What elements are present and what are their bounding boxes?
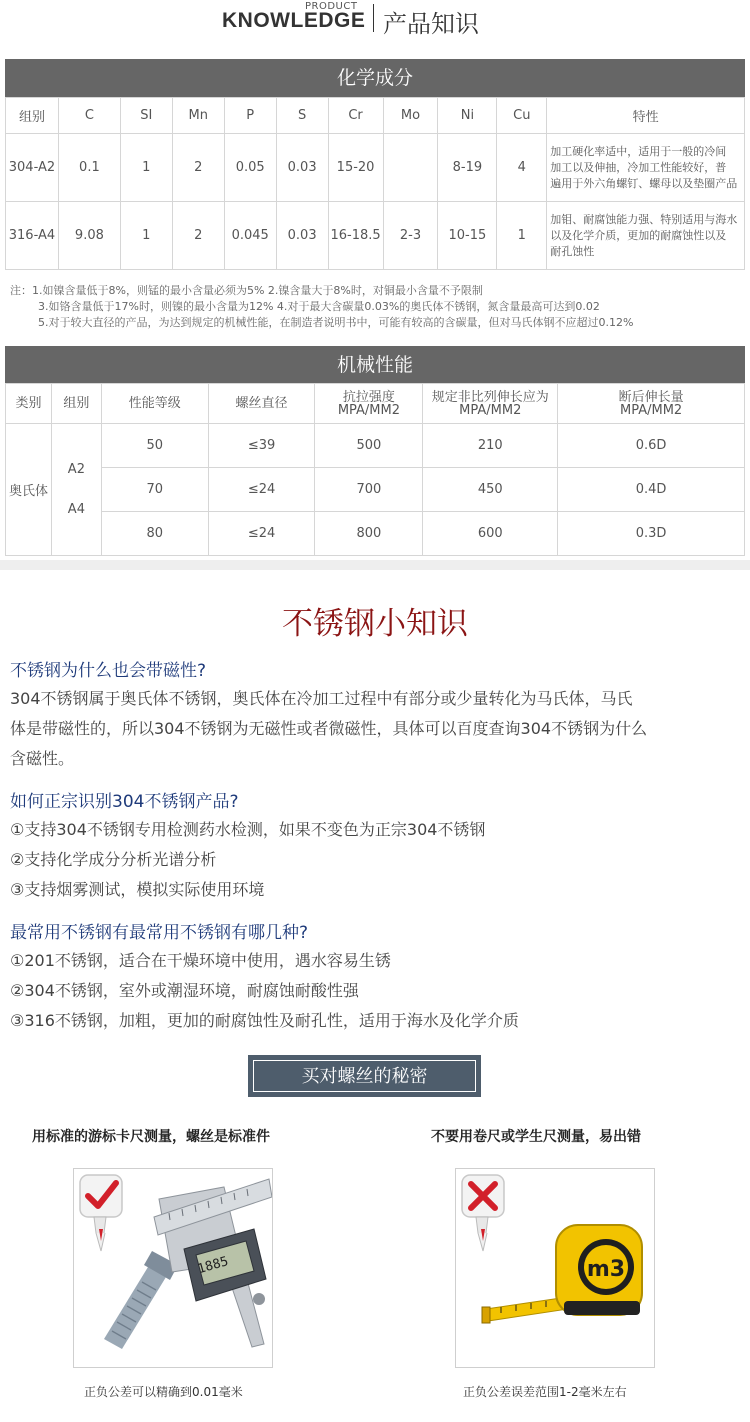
knowledge-question: 不锈钢为什么也会带磁性? xyxy=(10,661,207,681)
answer-line: 体是带磁性的，所以304不锈钢为无磁性或者微磁性，具体可以百度查询304不锈钢为什么 xyxy=(10,719,648,738)
mechanical-header-cell: 组别 xyxy=(51,384,101,424)
table-cell: 2 xyxy=(172,134,224,202)
knowledge-answer xyxy=(10,684,740,774)
table-cell: 15-20 xyxy=(328,134,383,202)
table-cell: 0.4D xyxy=(558,468,745,512)
answer-line: 304不锈钢属于奥氏体不锈钢，奥氏体在冷加工过程中有部分或少量转化为马氏体，马氏 xyxy=(10,689,633,708)
property-cell xyxy=(547,202,745,270)
category-cell: 奥氏体 xyxy=(6,424,52,556)
table-cell: 10-15 xyxy=(438,202,497,270)
chemical-section-bar: 化学成分 xyxy=(5,59,745,97)
chemical-header-cell: S xyxy=(276,98,328,134)
table-cell: 4 xyxy=(497,134,547,202)
table-cell: 50 xyxy=(101,424,208,468)
table-cell: 0.03 xyxy=(276,134,328,202)
header-line: 断后伸长量 xyxy=(618,389,684,405)
knowledge-answer xyxy=(10,946,740,1036)
tape-measure-illustration xyxy=(456,1169,654,1367)
group-label: A4 xyxy=(67,501,85,517)
left-caption: 用标准的游标卡尺测量，螺丝是标准件 xyxy=(32,1129,270,1145)
chemical-header-cell: 组别 xyxy=(6,98,59,134)
chemical-header-cell: 特性 xyxy=(547,98,745,134)
table-cell: 2-3 xyxy=(383,202,438,270)
answer-line: ②304不锈钢，室外或潮湿环境，耐腐蚀耐酸性强 xyxy=(10,981,359,1000)
table-cell: 2 xyxy=(172,202,224,270)
table-row xyxy=(6,424,745,468)
secret-banner xyxy=(248,1055,481,1097)
header-cn-title: 产品知识 xyxy=(383,10,479,38)
table-cell: 1 xyxy=(497,202,547,270)
cross-tag-icon xyxy=(462,1175,504,1251)
property-line: 加工以及伸抽，冷加工性能较好，普 xyxy=(550,160,727,174)
chemical-header-cell: Mo xyxy=(383,98,438,134)
table-row xyxy=(6,134,745,202)
property-line: 以及化学介质，更加的耐腐蚀性以及 xyxy=(550,228,727,242)
answer-line: ①支持304不锈钢专用检测药水检测，如果不变色为正宗304不锈钢 xyxy=(10,820,486,839)
section-separator xyxy=(0,560,750,570)
table-cell xyxy=(383,134,438,202)
table-cell: 0.3D xyxy=(558,512,745,556)
table-cell: 450 xyxy=(423,468,558,512)
table-row xyxy=(6,468,745,512)
header-line: MPA/MM2 xyxy=(459,402,522,418)
header-knowledge-label: KNOWLEDGE xyxy=(222,9,366,32)
header-line: 规定非比列伸长应为 xyxy=(431,389,549,405)
note-line: 注：1.如镍含量低于8%，则锰的最小含量必须为5% 2.镍含量大于8%时，对铜最小含量不予限制 xyxy=(10,284,483,297)
mechanical-section-bar: 机械性能 xyxy=(5,346,745,384)
note-line: 3.如铬含量低于17%时，则镍的最小含量为12% 4.对于最大含碳量0.03%的奥氏体不锈钢，氮含量最高可达到0.02 xyxy=(38,300,600,313)
answer-line: ②支持化学成分分析光谱分析 xyxy=(10,850,217,869)
mechanical-table xyxy=(5,383,745,556)
header-line: 抗拉强度 xyxy=(342,389,395,405)
table-cell: ≤39 xyxy=(208,424,315,468)
table-cell: 0.05 xyxy=(224,134,276,202)
chemical-header-cell: Cu xyxy=(497,98,547,134)
chemical-header-cell: P xyxy=(224,98,276,134)
table-cell: 8-19 xyxy=(438,134,497,202)
right-footer: 正负公差误差范围1-2毫米左右 xyxy=(463,1385,627,1399)
table-cell: 9.08 xyxy=(58,202,120,270)
bolt-icon xyxy=(104,1251,178,1349)
answer-line: ③316不锈钢，加粗，更加的耐腐蚀性及耐孔性，适用于海水及化学介质 xyxy=(10,1011,519,1030)
chemical-header-row xyxy=(6,98,745,134)
table-cell: 500 xyxy=(315,424,423,468)
answer-line: ①201不锈钢，适合在干燥环境中使用，遇水容易生锈 xyxy=(10,951,391,970)
caliper-image xyxy=(73,1168,273,1368)
header-line: MPA/MM2 xyxy=(337,402,401,418)
chemical-header-cell: Ni xyxy=(438,98,497,134)
mechanical-header-cell: 性能等级 xyxy=(101,384,208,424)
table-cell: 800 xyxy=(315,512,423,556)
table-cell: ≤24 xyxy=(208,468,315,512)
table-cell: 0.045 xyxy=(224,202,276,270)
table-cell: 80 xyxy=(101,512,208,556)
property-line: 遍用于外六角螺钉、螺母以及垫圈产品 xyxy=(550,176,738,190)
property-line: 加钼、耐腐蚀能力强、特别适用与海水 xyxy=(550,212,738,226)
mechanical-header-cell xyxy=(558,384,745,424)
header-divider xyxy=(373,4,374,32)
chemical-header-cell: Cr xyxy=(328,98,383,134)
knowledge-answer xyxy=(10,815,740,905)
chemical-header-cell: SI xyxy=(120,98,172,134)
table-cell: 1 xyxy=(120,134,172,202)
header-product-label: PRODUCT xyxy=(305,1,358,12)
chemical-notes xyxy=(10,283,633,331)
group-label: A2 xyxy=(67,461,85,477)
mechanical-header-cell xyxy=(315,384,423,424)
check-tag-icon xyxy=(80,1175,122,1251)
mechanical-header-row xyxy=(6,384,745,424)
right-caption: 不要用卷尺或学生尺测量，易出错 xyxy=(431,1129,641,1145)
table-cell: 316-A4 xyxy=(6,202,59,270)
table-cell: 70 xyxy=(101,468,208,512)
table-cell: 0.1 xyxy=(58,134,120,202)
property-line: 加工硬化率适中，适用于一般的冷间 xyxy=(550,144,727,158)
table-row xyxy=(6,512,745,556)
chemical-table xyxy=(5,97,745,270)
group-cell xyxy=(51,424,101,556)
table-cell: 0.6D xyxy=(558,424,745,468)
mechanical-header-cell xyxy=(423,384,558,424)
page-header xyxy=(0,0,750,46)
property-line: 耐孔蚀性 xyxy=(550,244,595,258)
mechanical-header-cell: 螺丝直径 xyxy=(208,384,315,424)
table-cell: 210 xyxy=(423,424,558,468)
knowledge-question: 如何正宗识别304不锈钢产品? xyxy=(10,792,239,812)
secret-title: 买对螺丝的秘密 xyxy=(253,1060,476,1092)
caliper-display: 1885 xyxy=(195,1254,231,1278)
table-cell: 1 xyxy=(120,202,172,270)
knowledge-title: 不锈钢小知识 xyxy=(282,606,468,642)
knowledge-question: 最常用不锈钢有最常用不锈钢有哪几种? xyxy=(10,923,309,943)
note-line: 5.对于较大直径的产品，为达到规定的机械性能，在制造者说明书中，可能有较高的含碳量，但对马氏体钢不应超过0.12% xyxy=(38,316,634,329)
mechanical-header-cell: 类别 xyxy=(6,384,52,424)
tape-mark: m3 xyxy=(586,1257,626,1282)
chemical-header-cell: C xyxy=(58,98,120,134)
chemical-header-cell: Mn xyxy=(172,98,224,134)
table-cell: 16-18.5 xyxy=(328,202,383,270)
left-footer: 正负公差可以精确到0.01毫米 xyxy=(84,1385,243,1399)
table-cell: ≤24 xyxy=(208,512,315,556)
table-cell: 700 xyxy=(315,468,423,512)
table-row xyxy=(6,202,745,270)
table-cell: 600 xyxy=(423,512,558,556)
answer-line: ③支持烟雾测试，模拟实际使用环境 xyxy=(10,880,265,899)
tape-measure-image xyxy=(455,1168,655,1368)
table-cell: 0.03 xyxy=(276,202,328,270)
answer-line: 含磁性。 xyxy=(10,749,75,768)
header-line: MPA/MM2 xyxy=(620,402,683,418)
property-cell xyxy=(547,134,745,202)
table-cell: 304-A2 xyxy=(6,134,59,202)
caliper-illustration xyxy=(74,1169,272,1367)
